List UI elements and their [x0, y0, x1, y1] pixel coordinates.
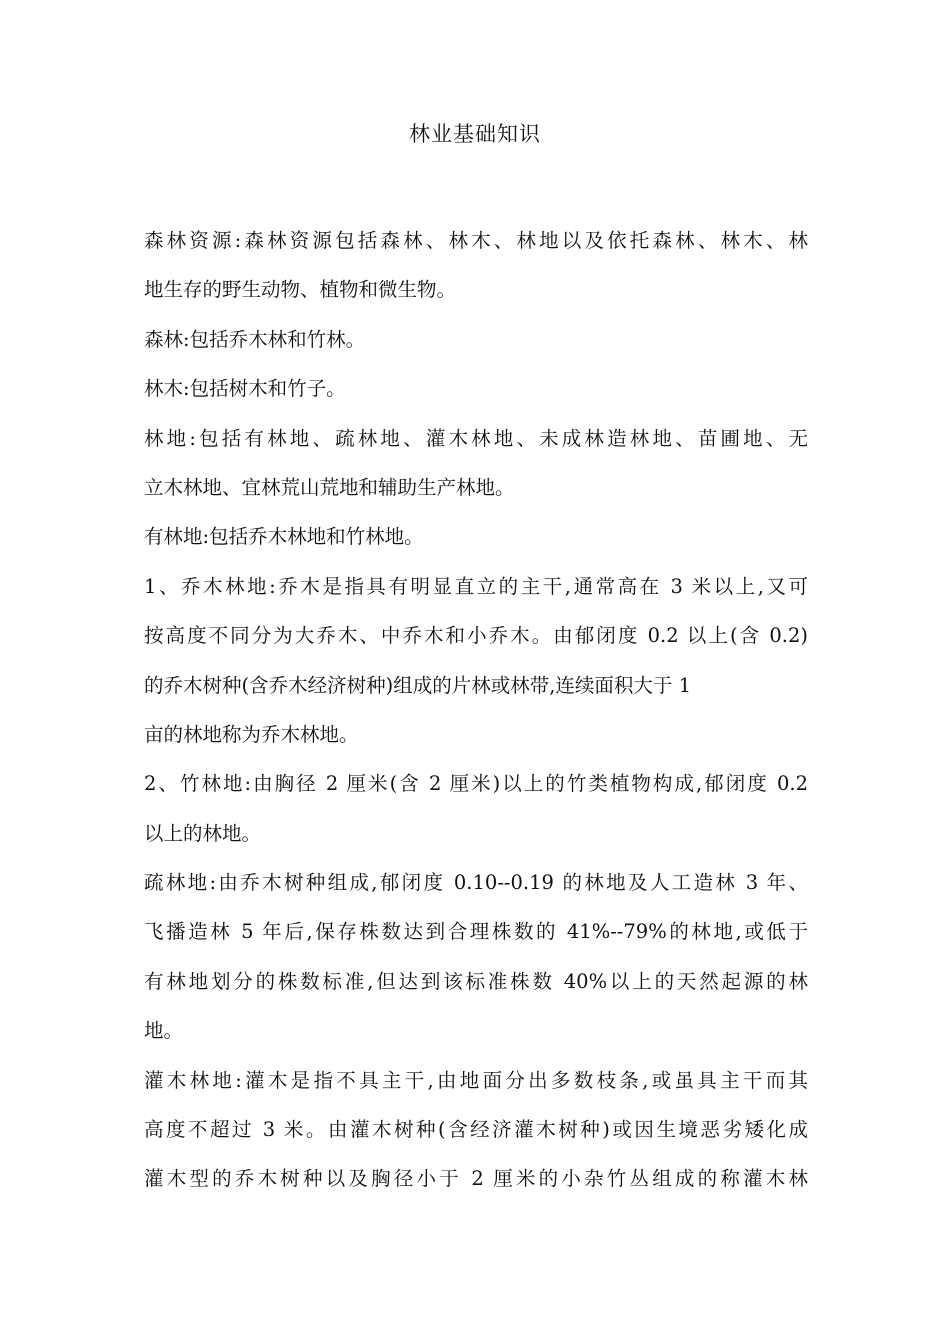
- body-line: 以上的林地。: [144, 821, 262, 845]
- document-title: 林业基础知识: [409, 122, 541, 146]
- body-line: 有林地划分的株数标准,但达到该标准株数 40%以上的天然起源的林: [144, 969, 808, 993]
- body-line: 灌木林地:灌木是指不具主干,由地面分出多数枝条,或虽具主干而其: [144, 1068, 808, 1092]
- body-line: 地生存的野生动物、植物和微生物。: [144, 278, 457, 302]
- body-line: 森林资源:森林资源包括森林、林木、林地以及依托森林、林木、林: [144, 229, 808, 252]
- document-body: [144, 216, 808, 1204]
- body-line: 1、乔木林地:乔木是指具有明显直立的主干,通常高在 3 米以上,又可: [144, 574, 808, 598]
- body-line: 高度不超过 3 米。由灌木树种(含经济灌木树种)或因生境恶劣矮化成: [144, 1118, 808, 1142]
- body-line: 2、竹林地:由胸径 2 厘米(含 2 厘米)以上的竹类植物构成,郁闭度 0.2: [144, 772, 808, 796]
- body-line: 飞播造林 5 年后,保存株数达到合理株数的 41%--79%的林地,或低于: [144, 920, 808, 944]
- body-line: 按高度不同分为大乔木、中乔木和小乔木。由郁闭度 0.2 以上(含 0.2): [144, 624, 808, 648]
- body-line: 立木林地、宜林荒山荒地和辅助生产林地。: [144, 475, 515, 499]
- body-line: 地。: [144, 1019, 184, 1043]
- body-line: 有林地:包括乔木林地和竹林地。: [144, 525, 424, 549]
- body-line: 疏林地:由乔木树种组成,郁闭度 0.10--0.19 的林地及人工造林 3 年、: [144, 871, 808, 895]
- body-line: 森林:包括乔木林和竹林。: [144, 327, 366, 351]
- body-line: 的乔木树种(含乔木经济树种)组成的片林或林带,连续面积大于 1: [144, 673, 692, 697]
- body-line: 林地:包括有林地、疏林地、灌木林地、未成林造林地、苗圃地、无: [144, 426, 808, 450]
- body-line: 亩的林地称为乔木林地。: [144, 722, 359, 746]
- body-line: 林木:包括树木和竹子。: [144, 377, 346, 401]
- body-line: 灌木型的乔木树种以及胸径小于 2 厘米的小杂竹丛组成的称灌木林: [144, 1167, 808, 1191]
